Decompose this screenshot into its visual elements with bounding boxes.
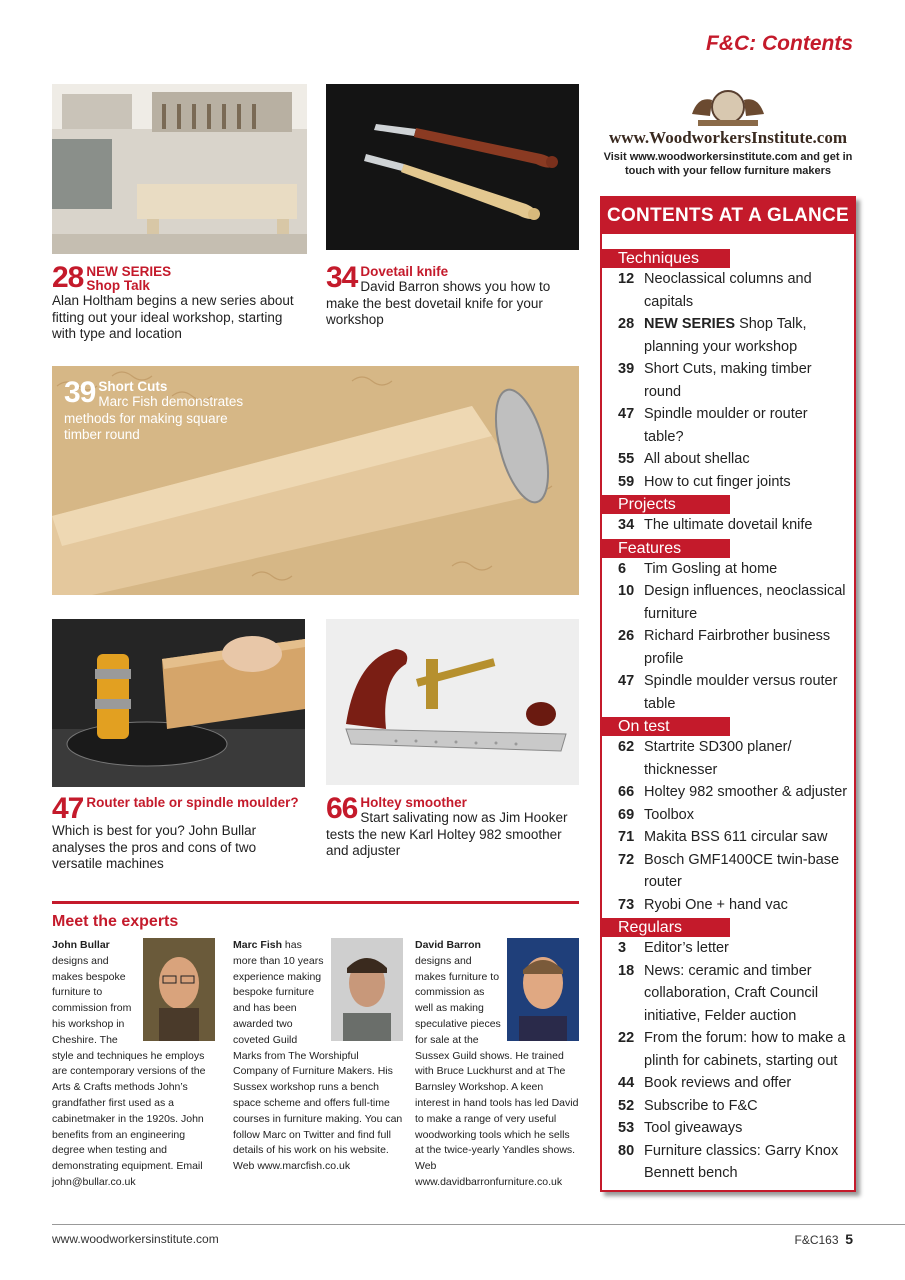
experts-heading: Meet the experts <box>52 913 179 930</box>
contents-title: News: ceramic and timber collaboration, Craft Council initiative, Felder auction <box>644 962 819 1024</box>
contents-item <box>602 625 854 670</box>
feature-body: David Barron shows you how to make the best dovetail knife for your workshop <box>326 279 551 327</box>
contents-title: Startrite SD300 planer/ thicknesser <box>644 739 792 778</box>
feature-body: Which is best for you? John Bullar analyses the pros and cons of two versatile machines <box>52 823 257 871</box>
contents-title: Tool giveaways <box>644 1120 743 1136</box>
feature-title: Short Cuts <box>98 379 168 394</box>
workshop-photo <box>52 84 307 254</box>
expert-name: David Barron <box>415 939 481 951</box>
contents-at-a-glance-panel <box>600 196 856 1192</box>
contents-item <box>602 1072 854 1095</box>
feature-number: 39 <box>64 376 96 409</box>
contents-title: NEW SERIES Shop Talk, planning your workshop <box>644 316 807 355</box>
contents-title: Design influences, neoclassical furniture <box>644 583 846 622</box>
feature-number: 28 <box>52 261 84 294</box>
contents-page-number: 73 <box>618 896 635 913</box>
section-heading-on-test: On test <box>602 717 730 736</box>
contents-item <box>602 804 854 827</box>
john-bullar-portrait <box>143 938 215 1041</box>
issue-number: F&C163 <box>794 1233 839 1247</box>
footer-url[interactable]: www.woodworkersinstitute.com <box>52 1232 219 1246</box>
contents-title: Holtey 982 smoother & adjuster <box>644 784 848 800</box>
contents-title: Subscribe to F&C <box>644 1097 758 1114</box>
section-heading-regulars: Regulars <box>602 918 730 937</box>
contents-title: The ultimate dovetail knife <box>644 517 813 533</box>
contents-page-number: 26 <box>618 628 635 644</box>
contents-item <box>602 670 854 715</box>
expert-david-barron <box>415 938 579 1191</box>
router-table-photo <box>52 619 305 787</box>
contents-item <box>602 313 854 358</box>
david-barron-portrait <box>507 938 579 1041</box>
contents-item <box>602 937 854 960</box>
contents-page-number: 18 <box>618 962 635 979</box>
feature-caption-34 <box>326 261 579 329</box>
contents-item <box>602 1095 854 1118</box>
feature-body: Marc Fish demonstrates methods for making square timber round <box>64 394 244 442</box>
page-footer <box>52 1224 905 1247</box>
contents-title: Toolbox <box>644 806 694 823</box>
feature-body: Start salivating now as Jim Hooker tests the new Karl Holtey 982 smoother and adjuster <box>326 810 568 858</box>
contents-title: Makita BSS 611 circular saw <box>644 829 828 845</box>
contents-title: Editor’s letter <box>644 940 729 956</box>
feature-title: Router table or spindle moulder? <box>86 795 299 810</box>
feature-title: Dovetail knife <box>360 264 449 279</box>
crest-logo <box>688 86 768 128</box>
contents-page-number: 3 <box>618 940 627 956</box>
contents-page-number: 66 <box>618 784 635 800</box>
page-number: 5 <box>845 1231 853 1247</box>
contents-page-number: 22 <box>618 1030 635 1046</box>
page-header-title: F&C: Contents <box>706 32 853 55</box>
contents-title: How to cut finger joints <box>644 473 791 490</box>
contents-item <box>602 403 854 448</box>
contents-page-number: 47 <box>618 406 635 422</box>
feature-title: Holtey smoother <box>360 795 467 810</box>
contents-page-number: 12 <box>618 271 635 287</box>
expert-bio: has more than 10 years experience making bespoke furniture and has been awarded two coveted Guild Marks from The Worshipful Company of Furniture Makers. His Sussex workshop runs a bench space scheme and offers full-time courses in furniture making. You can follow Marc on Twitter and find full details of his work on his website. Web www.marcfish.co.uk <box>233 939 403 1173</box>
footer-issue <box>795 1231 854 1247</box>
contents-page-number: 53 <box>618 1120 635 1136</box>
contents-title: Tim Gosling at home <box>644 560 778 577</box>
contents-title: Neoclassical columns and capitals <box>644 271 812 310</box>
contents-page-number: 28 <box>618 316 635 332</box>
panel-heading: CONTENTS AT A GLANCE <box>602 198 854 234</box>
feature-caption-28 <box>52 261 307 343</box>
contents-item <box>602 1140 854 1185</box>
contents-item <box>602 471 854 494</box>
feature-caption-66 <box>326 792 579 860</box>
contents-page-number: 52 <box>618 1097 635 1114</box>
contents-page-number: 6 <box>618 560 627 577</box>
contents-page-number: 39 <box>618 361 635 377</box>
section-heading-projects: Projects <box>602 495 730 514</box>
expert-name: John Bullar <box>52 939 110 951</box>
contents-item <box>602 514 854 537</box>
expert-bio: designs and makes bespoke furniture to commission from his workshop in Cheshire. The style and techniques he employs are contemporary versions of the Arts & Crafts methods John’s grandfather first used as a cabinetmaker in the 1920s. John benefits from an engineering degree when testing and demonstrating equipment. Email john@bullar.co.uk <box>52 954 206 1188</box>
contents-item <box>602 1027 854 1072</box>
expert-marc-fish <box>233 938 403 1175</box>
contents-title: Furniture classics: Garry Knox Bennett bench <box>644 1142 839 1181</box>
contents-item <box>602 580 854 625</box>
contents-page-number: 69 <box>618 806 635 823</box>
visit-text: Visit www.woodworkersinstitute.com and get in touch with your fellow furniture makers <box>603 151 853 177</box>
contents-item <box>602 894 854 917</box>
feature-number: 34 <box>326 261 358 294</box>
site-logo-block <box>600 86 856 186</box>
contents-title: Short Cuts, making timber round <box>644 361 812 400</box>
contents-title: Book reviews and offer <box>644 1075 792 1091</box>
contents-title: Spindle moulder versus router table <box>644 673 838 712</box>
expert-john-bullar <box>52 938 215 1191</box>
contents-page-number: 59 <box>618 473 635 490</box>
marc-fish-portrait <box>331 938 403 1041</box>
contents-title: Ryobi One + hand vac <box>644 896 788 913</box>
feature-number: 66 <box>326 792 358 825</box>
contents-page-number: 34 <box>618 517 635 533</box>
contents-item <box>602 960 854 1028</box>
contents-item <box>602 736 854 781</box>
feature-body: Alan Holtham begins a new series about fitting out your ideal workshop, starting with type and location <box>52 293 294 341</box>
contents-item <box>602 1117 854 1140</box>
contents-item <box>602 358 854 403</box>
holtey-smoother-photo <box>326 619 579 785</box>
contents-page-number: 80 <box>618 1142 635 1159</box>
feature-title-line2: Shop Talk <box>86 278 150 293</box>
contents-page-number: 44 <box>618 1075 635 1091</box>
contents-title: Richard Fairbrother business profile <box>644 628 831 667</box>
feature-caption-39 <box>64 376 264 444</box>
contents-item <box>602 849 854 894</box>
contents-page-number: 71 <box>618 829 635 845</box>
site-url[interactable]: www.WoodworkersInstitute.com <box>609 128 847 147</box>
section-heading-techniques: Techniques <box>602 249 730 268</box>
contents-page-number: 55 <box>618 451 635 467</box>
contents-title: All about shellac <box>644 451 750 467</box>
contents-page-number: 10 <box>618 583 635 599</box>
contents-item <box>602 826 854 849</box>
feature-title-line1: NEW SERIES <box>86 264 172 279</box>
contents-item <box>602 448 854 471</box>
glance-list <box>602 234 854 1185</box>
feature-caption-47 <box>52 792 307 873</box>
contents-title: Bosch GMF1400CE twin-base router <box>644 851 840 890</box>
contents-item <box>602 558 854 581</box>
section-heading-features: Features <box>602 539 730 558</box>
contents-title: From the forum: how to make a plinth for cabinets, starting out <box>644 1030 846 1069</box>
contents-page-number: 72 <box>618 851 635 868</box>
contents-page-number: 62 <box>618 739 635 755</box>
feature-number: 47 <box>52 792 84 825</box>
expert-bio: designs and makes furniture to commission as well as making speculative pieces for sale at the Sussex Guild shows. He trained with Bruce Luckhurst and at The Barnsley Workshop. A keen interest in hand tools has led David to make a range of very useful woodworking tools which he sells at the twice-yearly Yandles shows. Web www.davidbarronfurniture.co.uk <box>415 954 579 1188</box>
contents-page-number: 47 <box>618 673 635 689</box>
meet-the-experts <box>52 901 579 931</box>
expert-name: Marc Fish <box>233 939 283 951</box>
dovetail-knife-photo <box>326 84 579 250</box>
contents-title: Spindle moulder or router table? <box>644 406 808 445</box>
contents-item <box>602 781 854 804</box>
contents-item <box>602 268 854 313</box>
